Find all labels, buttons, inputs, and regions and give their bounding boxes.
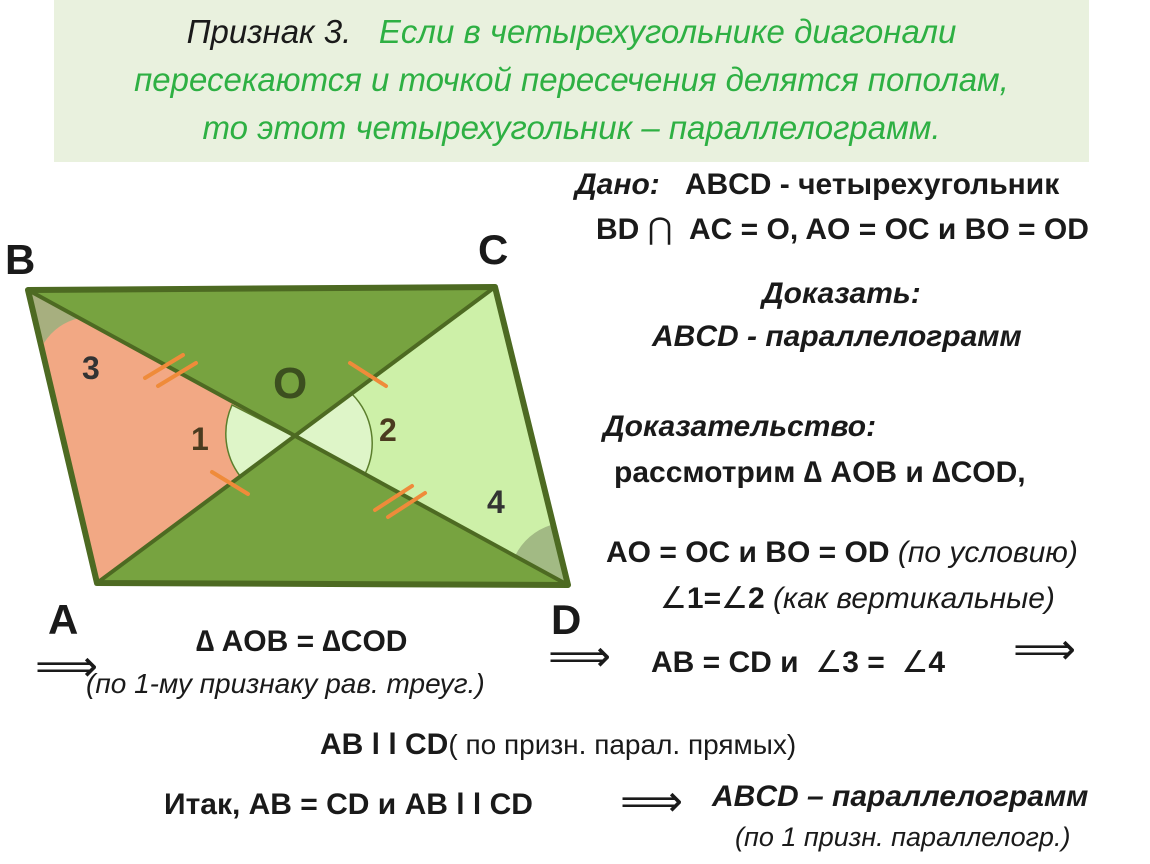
angle-icon: ∠ (660, 582, 687, 615)
vertex-a-label: A (48, 596, 79, 643)
implies-arrow-icon: ⟹ (620, 777, 684, 826)
angle-1-eq: 1= (686, 582, 722, 615)
by-condition-note: (по условию) (889, 536, 1078, 569)
center-o-label: O (273, 359, 308, 408)
triangles-note: (по 1-му признаку рав. треуг.) (86, 668, 485, 699)
intersection-symbol: ⋂ (647, 213, 673, 246)
prove-statement: ABCD - параллелограмм (652, 320, 1022, 353)
theorem-number: Признак 3. (186, 13, 352, 50)
theorem-text-1: Если в четырехугольнике диагонали (378, 13, 957, 50)
angle-4-label: 4 (487, 484, 505, 520)
ab-eq-cd: AB = CD и (651, 646, 807, 679)
equal-segments: AO = OC и BO = OD (606, 536, 890, 569)
angle-1-label: 1 (191, 421, 209, 457)
vertical-note: (как вертикальные) (764, 582, 1055, 615)
prove-label: Доказать: (762, 277, 921, 310)
angle-icon: ∠ (815, 646, 843, 679)
proof-consider: рассмотрим ∆ AOB и ∆COD, (614, 456, 1026, 489)
vertex-c-label: C (478, 226, 509, 273)
given-conditions: AC = O, AO = OC и BO = OD (688, 213, 1089, 246)
implies-arrow-icon: ⟹ (548, 632, 612, 681)
conclusion-note: (по 1 призн. параллелогр.) (735, 822, 1071, 852)
theorem-text-3: то этот четырехугольник – параллелограмм. (202, 109, 941, 146)
implies-arrow-icon: ⟹ (35, 642, 99, 691)
conclusion-left: Итак, AB = CD и AB l l CD (164, 788, 533, 821)
given-quadrilateral: ABCD - четырехугольник (684, 168, 1060, 201)
ab-parallel-cd: AB l l CD (320, 728, 449, 761)
theorem-text-2: пересекаются и точкой пересечения делятся пополам, (134, 61, 1009, 98)
given-label: Дано: (575, 168, 660, 201)
angle-3-label: 3 (82, 350, 100, 386)
proof-label: Доказательство: (603, 410, 877, 443)
angle-4: 4 (928, 646, 946, 679)
angle-icon: ∠ (721, 582, 749, 615)
angle-3-eq: 3 = (842, 646, 894, 679)
angle-2-label: 2 (379, 412, 397, 448)
given-bd: BD (596, 213, 640, 246)
angle-2: 2 (748, 582, 765, 615)
vertex-d-label: D (551, 596, 582, 643)
conclusion-right: ABCD – параллелограмм (712, 780, 1089, 813)
implies-arrow-icon: ⟹ (1013, 625, 1077, 674)
angle-icon: ∠ (901, 646, 929, 679)
parallel-note: ( по призн. парал. прямых) (448, 729, 797, 760)
vertex-b-label: B (5, 236, 36, 283)
triangles-equal: ∆ AOB = ∆COD (196, 625, 408, 658)
